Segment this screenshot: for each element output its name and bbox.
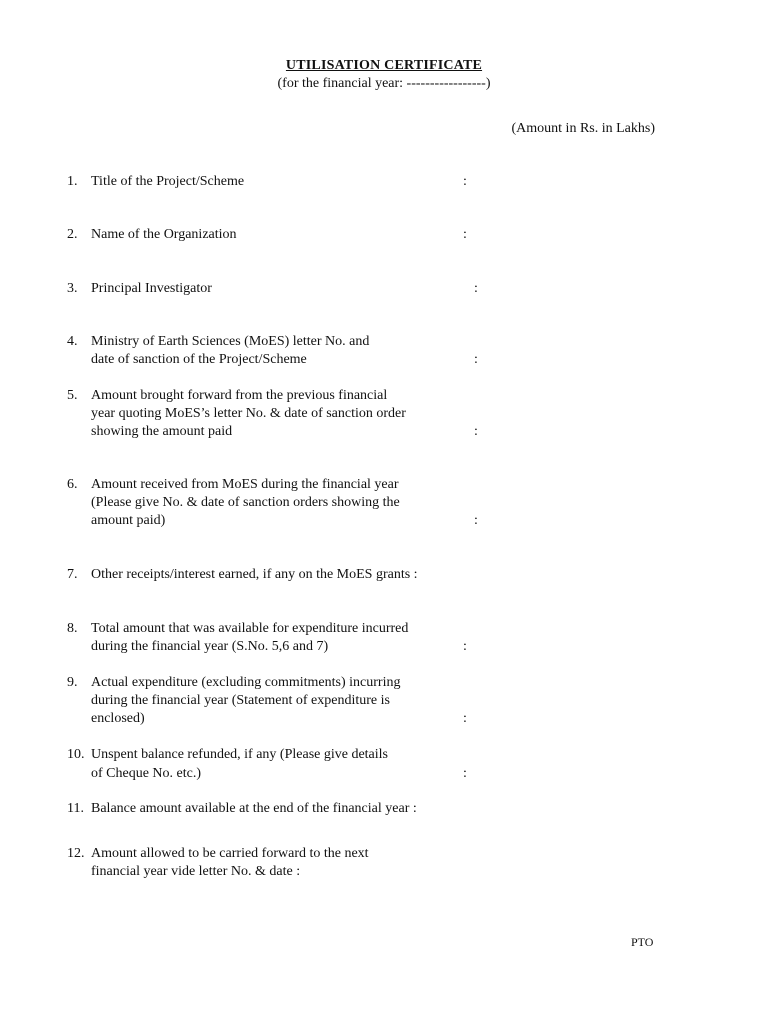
item-number: 11. <box>67 801 84 816</box>
item-label: Title of the Project/Scheme <box>91 174 245 189</box>
item-number: 7. <box>67 567 78 582</box>
item-label: during the financial year (Statement of expenditure is <box>91 693 390 708</box>
item-number: 6. <box>67 477 78 492</box>
item-number: 5. <box>67 388 78 403</box>
item-label: Actual expenditure (excluding commitments) incurring <box>91 675 401 690</box>
item-label: during the financial year (S.No. 5,6 and 7) <box>91 639 329 654</box>
item-number: 12. <box>67 846 85 861</box>
page-title: UTILISATION CERTIFICATE <box>285 58 483 73</box>
item-label: year quoting MoES’s letter No. & date of sanction order <box>91 406 406 421</box>
item-colon: : <box>463 766 467 781</box>
item-label: date of sanction of the Project/Scheme <box>91 352 307 367</box>
item-label: Name of the Organization <box>91 227 237 242</box>
amount-unit-note: (Amount in Rs. in Lakhs) <box>511 121 655 136</box>
item-label: Total amount that was available for expenditure incurred <box>91 621 409 636</box>
financial-year-line: (for the financial year: -----------------) <box>277 76 491 91</box>
item-number: 8. <box>67 621 78 636</box>
item-label: Ministry of Earth Sciences (MoES) letter No. and <box>91 334 370 349</box>
item-label: amount paid) <box>91 513 166 528</box>
item-label: showing the amount paid <box>91 424 233 439</box>
item-colon: : <box>463 174 467 189</box>
item-colon: : <box>474 424 478 439</box>
item-label: Amount allowed to be carried forward to the next <box>91 846 369 861</box>
item-label: (Please give No. & date of sanction orders showing the <box>91 495 400 510</box>
item-label: Balance amount available at the end of the financial year : <box>91 801 417 816</box>
item-label: enclosed) <box>91 711 145 726</box>
item-colon: : <box>463 639 467 654</box>
item-label: of Cheque No. etc.) <box>91 766 202 781</box>
item-number: 3. <box>67 281 78 296</box>
item-colon: : <box>474 281 478 296</box>
item-label: Unspent balance refunded, if any (Please give details <box>91 747 389 762</box>
item-colon: : <box>474 352 478 367</box>
item-number: 4. <box>67 334 78 349</box>
item-label: Amount received from MoES during the financial year <box>91 477 399 492</box>
item-label: Other receipts/interest earned, if any on the MoES grants : <box>91 567 418 582</box>
item-colon: : <box>463 227 467 242</box>
item-number: 1. <box>67 174 78 189</box>
item-label: financial year vide letter No. & date : <box>91 864 301 879</box>
item-number: 9. <box>67 675 78 690</box>
item-number: 2. <box>67 227 78 242</box>
page-turn-over-note: PTO <box>631 935 654 949</box>
item-label: Amount brought forward from the previous financial <box>91 388 388 403</box>
item-colon: : <box>463 711 467 726</box>
item-number: 10. <box>67 747 85 762</box>
item-colon: : <box>474 513 478 528</box>
item-label: Principal Investigator <box>91 281 212 296</box>
